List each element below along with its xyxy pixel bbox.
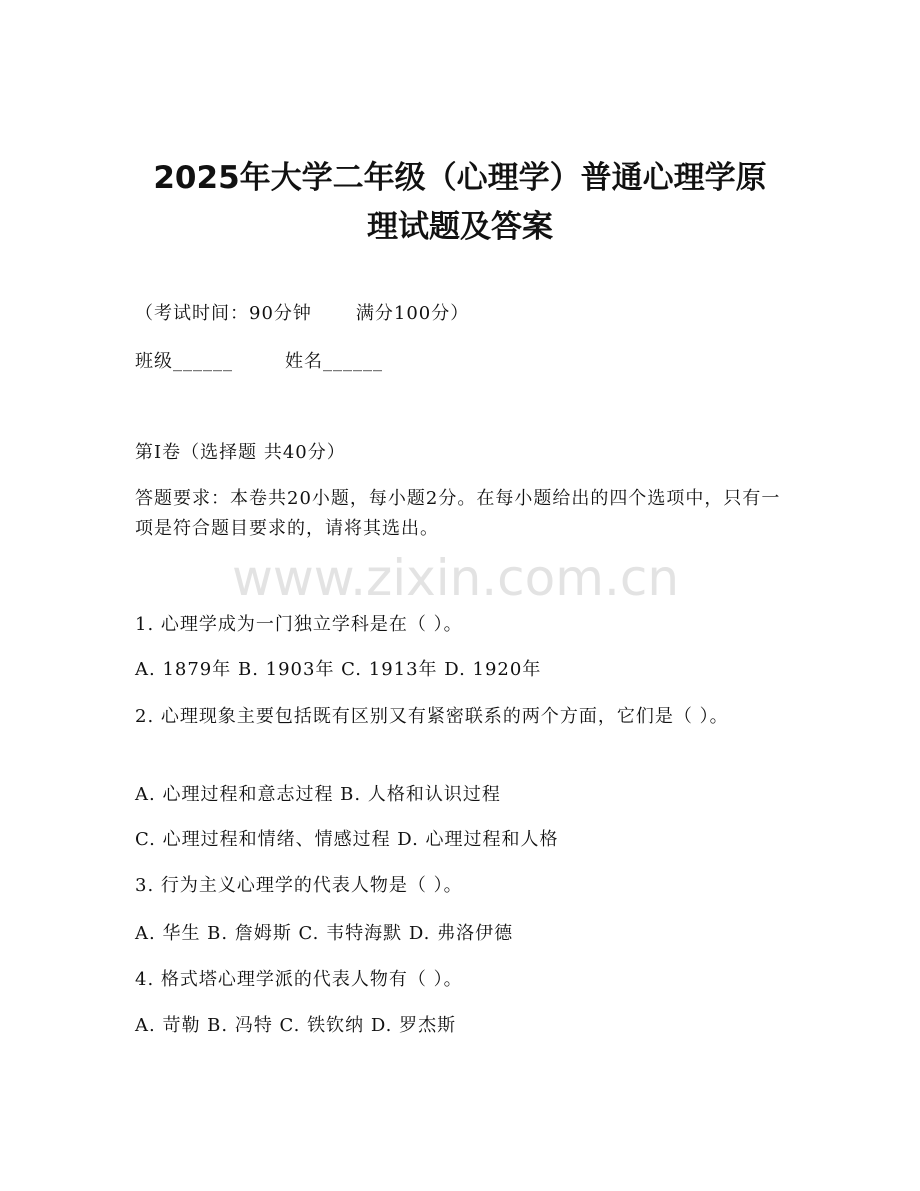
class-field-label: 班级______ <box>135 351 233 372</box>
document-title-line-1: 2025年大学二年级（心理学）普通心理学原 <box>153 160 767 196</box>
question-2-options-line-2: C. 心理过程和情绪、情感过程 D. 心理过程和人格 <box>135 829 559 850</box>
student-info <box>135 349 383 375</box>
exam-time: （考试时间：90分钟 <box>135 303 312 324</box>
exam-info <box>135 301 469 327</box>
question-1-options: A. 1879年 B. 1903年 C. 1913年 D. 1920年 <box>135 659 542 680</box>
question-1-stem: 1. 心理学成为一门独立学科是在（ ）。 <box>135 614 463 635</box>
document-title-line-2: 理试题及答案 <box>367 209 553 245</box>
question-2-options-line-1: A. 心理过程和意志过程 B. 人格和认识过程 <box>135 784 501 805</box>
instructions: 答题要求：本卷共20小题，每小题2分。在每小题给出的四个选项中，只有一项是符合题目要求的，请将其选出。 <box>135 488 781 539</box>
section-heading: 第I卷（选择题 共40分） <box>135 442 346 463</box>
name-field-label: 姓名______ <box>285 351 383 372</box>
question-3-stem: 3. 行为主义心理学的代表人物是（ ）。 <box>135 875 463 896</box>
exam-full-score: 满分100分） <box>355 303 470 324</box>
question-3-options: A. 华生 B. 詹姆斯 C. 韦特海默 D. 弗洛伊德 <box>135 923 514 944</box>
question-4-options: A. 苛勒 B. 冯特 C. 铁钦纳 D. 罗杰斯 <box>135 1015 457 1036</box>
question-4-stem: 4. 格式塔心理学派的代表人物有（ ）。 <box>135 969 463 990</box>
question-2-stem: 2. 心理现象主要包括既有区别又有紧密联系的两个方面，它们是（ ）。 <box>135 706 729 727</box>
watermark: www.zixin.com.cn <box>232 549 680 607</box>
